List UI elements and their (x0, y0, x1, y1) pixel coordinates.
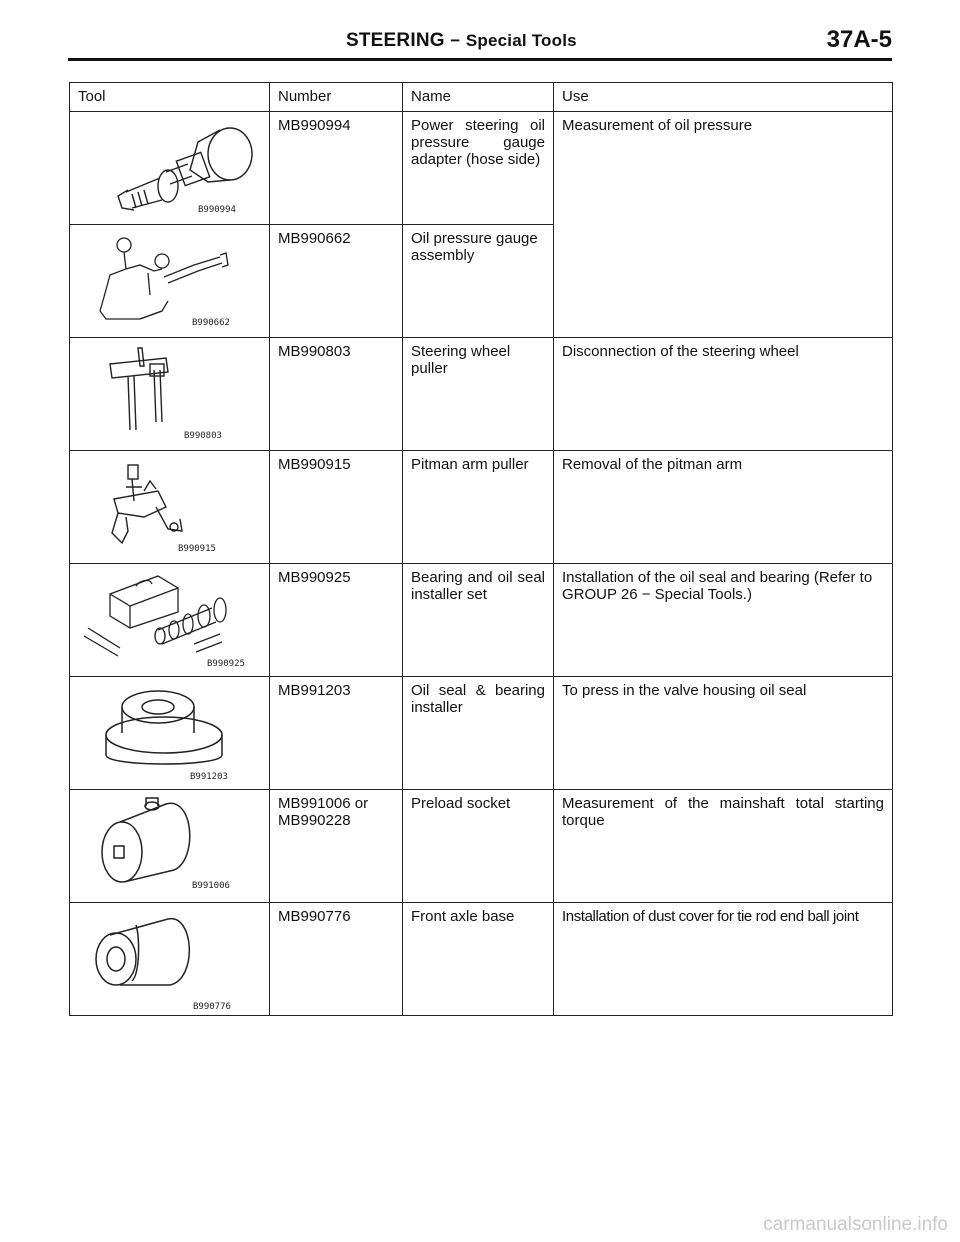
tool-image-cell (70, 338, 270, 451)
tool-name: Oil pressure gauge assembly (403, 225, 554, 338)
table-row (70, 677, 893, 790)
tool-code: B991006 (192, 881, 230, 891)
column-header-use: Use (554, 83, 893, 112)
tool-name: Power steering oil pressure gauge adapter (hose side) (403, 112, 554, 225)
special-tools-table (69, 82, 893, 1016)
subsection-title: Special Tools (465, 31, 577, 50)
tool-image-cell (70, 112, 270, 225)
tool-image-cell (70, 677, 270, 790)
gauge-adapter-icon (70, 112, 270, 225)
page-header (68, 24, 892, 60)
page-number: 37A-5 (826, 26, 892, 53)
tool-code: B990915 (178, 544, 216, 554)
tool-code: B990925 (207, 659, 245, 669)
tool-number: MB990803 (270, 338, 403, 451)
tool-use: Removal of the pitman arm (554, 451, 893, 564)
page-title (346, 30, 577, 52)
tool-image-cell (70, 225, 270, 338)
tool-use: Installation of dust cover for tie rod end ball joint (554, 903, 893, 1016)
tool-use: Measurement of the mainshaft total starting torque (554, 790, 893, 903)
pressure-gauge-icon (70, 225, 270, 338)
section-title: STEERING (346, 30, 445, 51)
column-header-number: Number (270, 83, 403, 112)
table-header-row (70, 83, 893, 112)
tool-name: Preload socket (403, 790, 554, 903)
tool-name: Bearing and oil seal installer set (403, 564, 554, 677)
tool-name: Pitman arm puller (403, 451, 554, 564)
tool-number: MB990915 (270, 451, 403, 564)
tool-number: MB990994 (270, 112, 403, 225)
table-row (70, 564, 893, 677)
pitman-puller-icon (70, 451, 270, 564)
tool-image-cell (70, 451, 270, 564)
tool-name: Front axle base (403, 903, 554, 1016)
table-row (70, 112, 893, 225)
tool-use: Measurement of oil pressure (554, 112, 893, 338)
wheel-puller-icon (70, 338, 270, 451)
tool-code: B990803 (184, 431, 222, 441)
seal-installer-icon (70, 677, 270, 790)
tool-image-cell (70, 790, 270, 903)
title-dash: − (450, 31, 461, 50)
tool-use: Installation of the oil seal and bearing (Refer to GROUP 26 − Special Tools.) (554, 564, 893, 677)
tool-number: MB990776 (270, 903, 403, 1016)
tool-image-cell (70, 903, 270, 1016)
tool-use: To press in the valve housing oil seal (554, 677, 893, 790)
tool-code: B990776 (193, 1002, 231, 1012)
tool-code: B990994 (198, 205, 236, 215)
table-row (70, 338, 893, 451)
tool-name: Steering wheel puller (403, 338, 554, 451)
tool-number: MB990662 (270, 225, 403, 338)
header-rule (68, 58, 892, 61)
column-header-tool: Tool (70, 83, 270, 112)
tool-number: MB991006 or MB990228 (270, 790, 403, 903)
tool-use: Disconnection of the steering wheel (554, 338, 893, 451)
tool-code: B991203 (190, 772, 228, 782)
table-row (70, 451, 893, 564)
column-header-name: Name (403, 83, 554, 112)
axle-base-icon (70, 903, 270, 1016)
tool-image-cell (70, 564, 270, 677)
tool-number: MB990925 (270, 564, 403, 677)
tool-number: MB991203 (270, 677, 403, 790)
table-row (70, 790, 893, 903)
watermark: carmanualsonline.info (763, 1214, 948, 1235)
preload-socket-icon (70, 790, 270, 903)
tool-name: Oil seal & bearing installer (403, 677, 554, 790)
table-row (70, 903, 893, 1016)
tool-code: B990662 (192, 318, 230, 328)
